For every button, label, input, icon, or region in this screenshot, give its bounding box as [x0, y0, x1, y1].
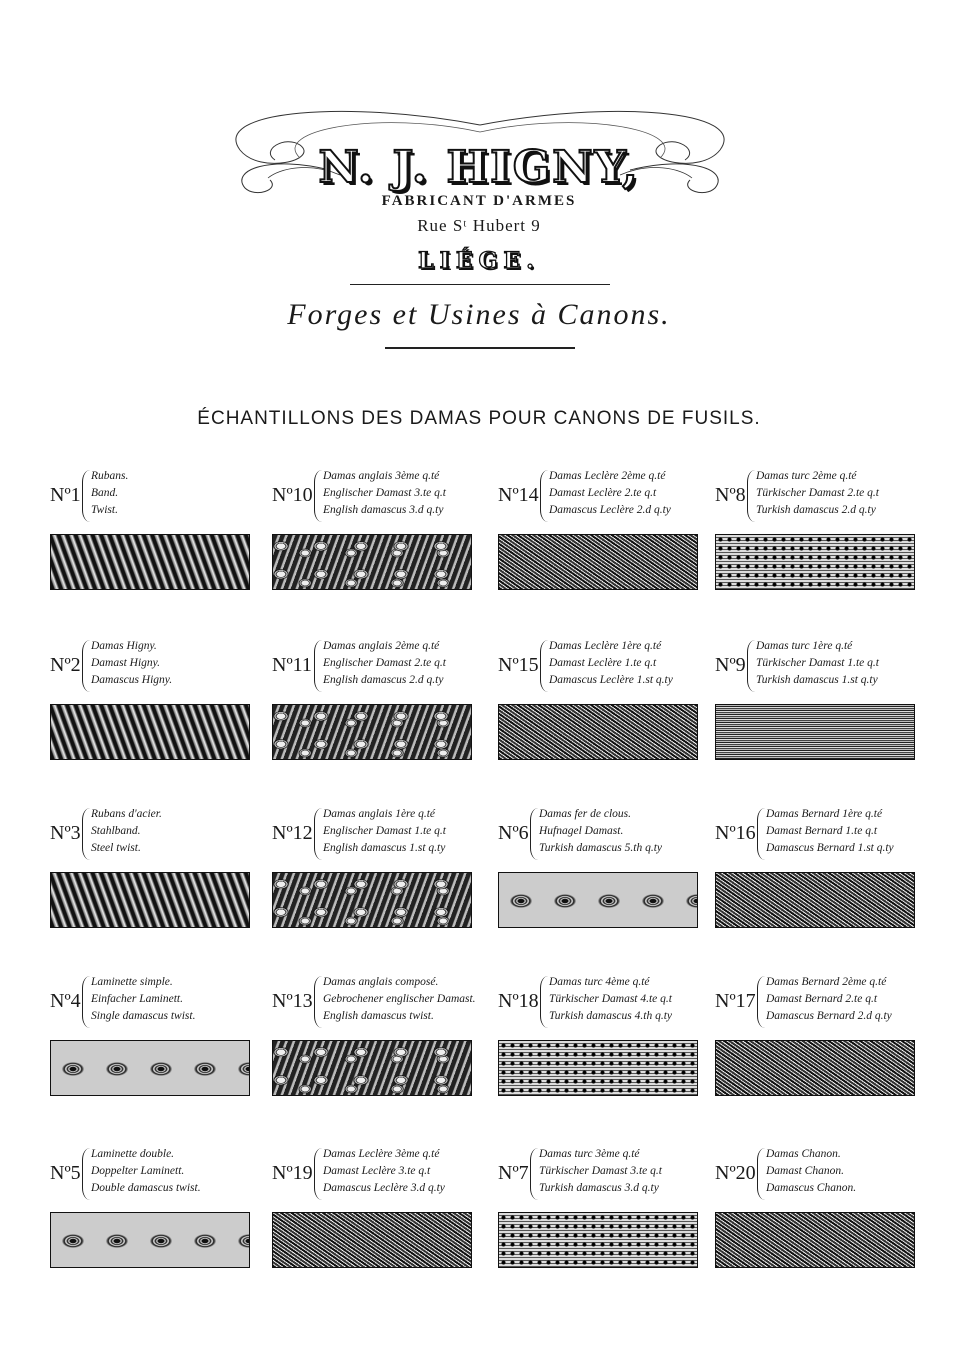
damascus-swatch [272, 1212, 472, 1268]
description-line: Türkischer Damast 2.te q.t [756, 487, 879, 499]
damascus-swatch [272, 704, 472, 760]
sample-description [549, 638, 673, 689]
sample-description [539, 806, 662, 857]
sample-number: Nº6 [498, 822, 529, 844]
description-line: Rubans d'acier. [91, 808, 162, 820]
description-line: Damascus Bernard 1.st q.ty [766, 842, 894, 854]
description-line: Damas Bernard 1ère q.té [766, 808, 883, 820]
brace [314, 808, 323, 860]
description-line: Damas fer de clous. [539, 808, 631, 820]
description-line: Damast Leclère 2.te q.t [549, 487, 657, 499]
sample-description [766, 974, 892, 1025]
damascus-sample [498, 462, 708, 602]
damascus-swatch [50, 704, 250, 760]
description-line: Englischer Damast 2.te q.t [323, 657, 446, 669]
sample-description [323, 1146, 445, 1197]
description-line: Turkish damascus 5.th q.ty [539, 842, 662, 854]
brace [540, 976, 549, 1028]
trade-label: FABRICANT D'ARMES [381, 193, 577, 209]
sample-number: Nº1 [50, 484, 81, 506]
description-line: Damascus Leclère 1.st q.ty [549, 674, 673, 686]
sample-description [756, 468, 879, 519]
description-line: English damascus 2.d q.ty [323, 674, 444, 686]
description-line: Englischer Damast 3.te q.t [323, 487, 446, 499]
description-line: Damas Higny. [91, 640, 157, 652]
brace [314, 976, 323, 1028]
sample-description [91, 1146, 201, 1197]
damascus-sample [715, 1140, 925, 1280]
sample-number: Nº10 [272, 484, 313, 506]
sample-number: Nº3 [50, 822, 81, 844]
damascus-swatch [715, 872, 915, 928]
description-line: Einfacher Laminett. [91, 993, 183, 1005]
sample-number: Nº15 [498, 654, 539, 676]
sample-number: Nº7 [498, 1162, 529, 1184]
sample-number: Nº2 [50, 654, 81, 676]
description-line: Damas turc 1ère q.té [756, 640, 853, 652]
description-line: Damas turc 3ème q.té [539, 1148, 640, 1160]
tagline: Forges et Usines à Canons. [287, 298, 671, 331]
maker-name: N. J. HIGNY, [318, 142, 640, 193]
description-line: Damast Leclère 1.te q.t [549, 657, 657, 669]
brace [540, 640, 549, 692]
catalog-title: ÉCHANTILLONS DES DAMAS POUR CANONS DE FUSILS. [197, 408, 761, 429]
description-line: Laminette double. [91, 1148, 175, 1160]
sample-description [91, 638, 172, 689]
description-line: Damas turc 4ème q.té [549, 976, 650, 988]
description-line: Twist. [91, 504, 118, 516]
description-line: Steel twist. [91, 842, 141, 854]
damascus-swatch [715, 1212, 915, 1268]
divider [385, 347, 575, 349]
sample-number: Nº5 [50, 1162, 81, 1184]
sample-number: Nº18 [498, 990, 539, 1012]
description-line: English damascus 3.d q.ty [323, 504, 444, 516]
street-address: Rue Sᵗ Hubert 9 [417, 216, 541, 235]
description-line: Hufnagel Damast. [539, 825, 624, 837]
description-line: Damascus Leclère 3.d q.ty [323, 1182, 445, 1194]
brace [757, 808, 766, 860]
brace [747, 470, 756, 522]
damascus-sample [50, 632, 260, 772]
damascus-sample [498, 632, 708, 772]
description-line: Stahlband. [91, 825, 141, 837]
brace [314, 470, 323, 522]
damascus-swatch [498, 1212, 698, 1268]
damascus-swatch [272, 1040, 472, 1096]
sample-number: Nº9 [715, 654, 746, 676]
brace [540, 470, 549, 522]
sample-number: Nº8 [715, 484, 746, 506]
description-line: Türkischer Damast 3.te q.t [539, 1165, 662, 1177]
damascus-swatch [715, 704, 915, 760]
description-line: Rubans. [91, 470, 129, 482]
brace [314, 640, 323, 692]
description-line: Damast Bernard 1.te q.t [766, 825, 878, 837]
damascus-sample [715, 632, 925, 772]
sample-description [766, 806, 894, 857]
description-line: Damascus Bernard 2.d q.ty [766, 1010, 892, 1022]
description-line: Turkish damascus 3.d q.ty [539, 1182, 659, 1194]
damascus-swatch [272, 872, 472, 928]
description-line: Damas Leclère 3ème q.té [323, 1148, 440, 1160]
damascus-sample [715, 800, 925, 940]
sample-description [323, 638, 446, 689]
description-line: Damas Bernard 2ème q.té [766, 976, 887, 988]
sample-number: Nº11 [272, 654, 312, 676]
damascus-swatch [715, 1040, 915, 1096]
damascus-swatch [498, 704, 698, 760]
sample-description [323, 468, 446, 519]
brace [314, 1148, 323, 1200]
damascus-sample [272, 968, 482, 1108]
damascus-sample [50, 1140, 260, 1280]
damascus-swatch [498, 534, 698, 590]
description-line: Damas Leclère 2ème q.té [549, 470, 666, 482]
damascus-swatch [498, 872, 698, 928]
description-line: Turkish damascus 2.d q.ty [756, 504, 876, 516]
sample-description [539, 1146, 662, 1197]
sample-number: Nº13 [272, 990, 313, 1012]
description-line: Double damascus twist. [91, 1182, 201, 1194]
description-line: Doppelter Laminett. [91, 1165, 185, 1177]
brace [747, 640, 756, 692]
sample-number: Nº20 [715, 1162, 756, 1184]
sample-description [323, 974, 476, 1025]
brace [82, 1148, 91, 1200]
damascus-swatch [50, 1040, 250, 1096]
description-line: Single damascus twist. [91, 1010, 196, 1022]
description-line: Damas anglais 1ère q.té [323, 808, 436, 820]
brace [82, 640, 91, 692]
sample-number: Nº16 [715, 822, 756, 844]
city-name: LIÉGE. [418, 248, 540, 274]
damascus-swatch [272, 534, 472, 590]
sample-number: Nº12 [272, 822, 313, 844]
damascus-swatch [50, 1212, 250, 1268]
damascus-sample [272, 632, 482, 772]
description-line: Turkish damascus 1.st q.ty [756, 674, 878, 686]
brace [82, 470, 91, 522]
brace [530, 808, 539, 860]
description-line: Damast Higny. [91, 657, 160, 669]
description-line: Damascus Leclère 2.d q.ty [549, 504, 671, 516]
description-line: Damascus Higny. [91, 674, 173, 686]
damascus-sample [50, 800, 260, 940]
description-line: Laminette simple. [91, 976, 173, 988]
description-line: Türkischer Damast 4.te q.t [549, 993, 672, 1005]
damascus-sample [498, 1140, 708, 1280]
damascus-swatch [50, 872, 250, 928]
description-line: English damascus twist. [323, 1010, 434, 1022]
description-line: Damas Chanon. [766, 1148, 841, 1160]
sample-description [756, 638, 879, 689]
damascus-swatch [498, 1040, 698, 1096]
damascus-sample [272, 462, 482, 602]
brace [757, 976, 766, 1028]
description-line: English damascus 1.st q.ty [323, 842, 446, 854]
description-line: Damast Chanon. [766, 1165, 844, 1177]
divider [350, 284, 610, 285]
description-line: Damas anglais 2ème q.té [323, 640, 440, 652]
sample-number: Nº4 [50, 990, 81, 1012]
description-line: Damas anglais 3ème q.té [323, 470, 440, 482]
sample-description [549, 974, 672, 1025]
damascus-sample [498, 968, 708, 1108]
damascus-sample [715, 968, 925, 1108]
damascus-sample [272, 800, 482, 940]
sample-number: Nº19 [272, 1162, 313, 1184]
brace [530, 1148, 539, 1200]
brace [82, 976, 91, 1028]
damascus-sample [50, 968, 260, 1108]
brace [757, 1148, 766, 1200]
damascus-sample [498, 800, 708, 940]
damascus-swatch [50, 534, 250, 590]
description-line: Damas Leclère 1ère q.té [549, 640, 662, 652]
sample-description [91, 806, 162, 857]
sample-description [91, 974, 195, 1025]
sample-description [549, 468, 671, 519]
sample-number: Nº14 [498, 484, 539, 506]
description-line: Damast Bernard 2.te q.t [766, 993, 878, 1005]
sample-description [766, 1146, 856, 1197]
damascus-sample [272, 1140, 482, 1280]
brace [82, 808, 91, 860]
sample-description [323, 806, 446, 857]
description-line: Band. [91, 487, 119, 499]
description-line: Turkish damascus 4.th q.ty [549, 1010, 672, 1022]
description-line: Damas turc 2ème q.té [756, 470, 857, 482]
description-line: Türkischer Damast 1.te q.t [756, 657, 879, 669]
damascus-swatch [715, 534, 915, 590]
damascus-sample [50, 462, 260, 602]
damascus-sample [715, 462, 925, 602]
description-line: Englischer Damast 1.te q.t [323, 825, 446, 837]
sample-number: Nº17 [715, 990, 756, 1012]
sample-description [91, 468, 128, 519]
description-line: Gebrochener englischer Damast. [323, 993, 476, 1005]
description-line: Damascus Chanon. [766, 1182, 857, 1194]
description-line: Damast Leclère 3.te q.t [323, 1165, 431, 1177]
description-line: Damas anglais composé. [323, 976, 439, 988]
